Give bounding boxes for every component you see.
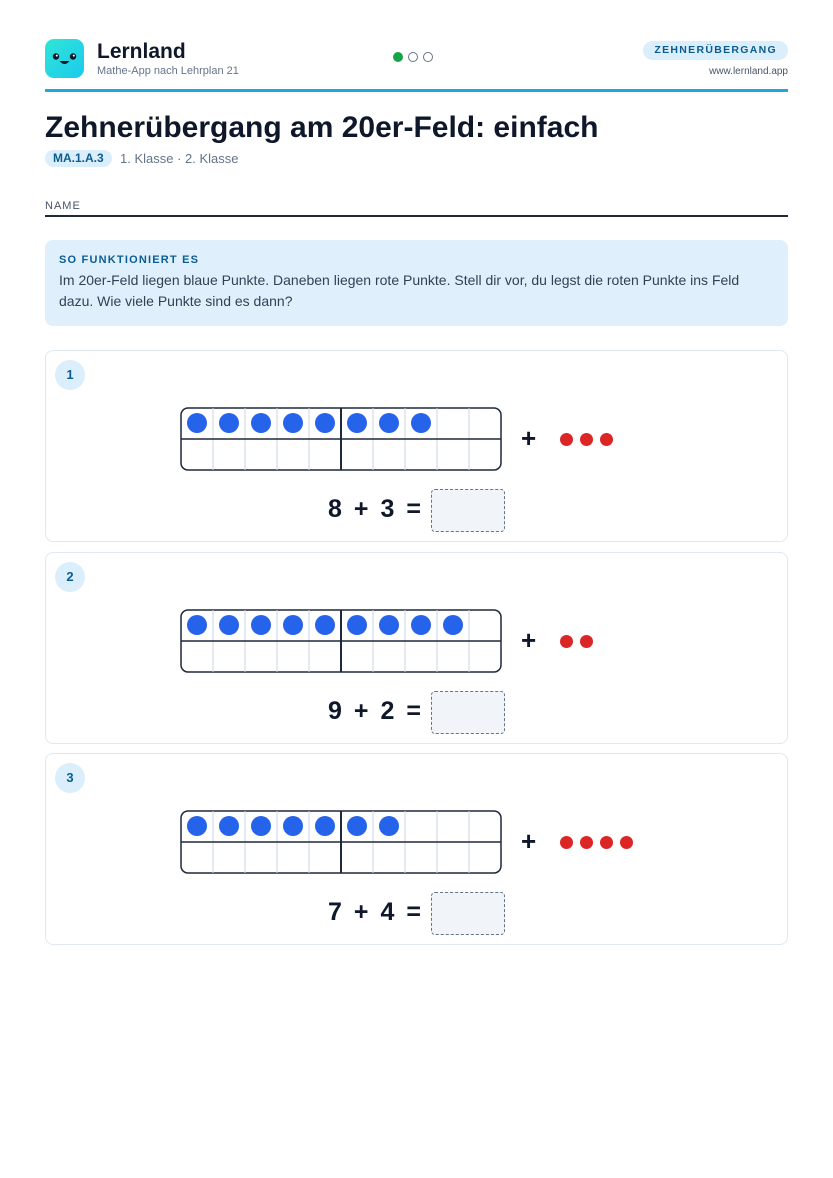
blue-dot <box>251 816 271 836</box>
equation <box>328 897 421 927</box>
plus-sign: + <box>521 625 537 655</box>
red-dot <box>560 836 573 849</box>
header-divider <box>45 89 788 92</box>
blue-dot <box>347 816 367 836</box>
curriculum-code-badge: MA.1.A.3 <box>45 150 112 167</box>
plus-sign: + <box>521 826 537 856</box>
progress-dot-1 <box>393 52 403 62</box>
twenty-field <box>180 407 502 471</box>
progress-dot-2 <box>408 52 418 62</box>
grade-levels: 1. Klasse · 2. Klasse <box>120 151 239 166</box>
page-title: Zehnerübergang am 20er-Feld: einfach <box>45 111 599 144</box>
red-dots <box>560 635 593 648</box>
equation <box>328 494 421 524</box>
blue-dot <box>283 413 303 433</box>
task-number: 3 <box>55 763 85 793</box>
blue-dot <box>315 615 335 635</box>
twenty-field <box>180 609 502 673</box>
task-card <box>45 753 788 945</box>
blue-dot <box>315 413 335 433</box>
brand-name: Lernland <box>97 40 186 63</box>
equals-sign: = <box>406 495 422 523</box>
answer-box[interactable] <box>431 489 505 532</box>
equation-addend-b: 4 <box>380 898 395 926</box>
equation-addend-b: 2 <box>380 697 395 725</box>
red-dots <box>560 433 613 446</box>
blue-dot <box>315 816 335 836</box>
red-dot <box>600 836 613 849</box>
lernland-logo-icon <box>45 39 84 78</box>
blue-dot <box>187 615 207 635</box>
blue-dot <box>187 413 207 433</box>
brand-subtitle: Mathe-App nach Lehrplan 21 <box>97 65 239 77</box>
progress-indicator <box>393 52 433 62</box>
blue-dot <box>379 816 399 836</box>
blue-dot <box>219 413 239 433</box>
name-label: NAME <box>45 200 81 212</box>
answer-box[interactable] <box>431 892 505 935</box>
equation <box>328 696 421 726</box>
red-dot <box>620 836 633 849</box>
website-url[interactable]: www.lernland.app <box>709 66 788 77</box>
red-dot <box>560 635 573 648</box>
equation-addend-a: 7 <box>328 898 342 926</box>
blue-dot <box>187 816 207 836</box>
name-input-line[interactable] <box>45 215 788 217</box>
task-card <box>45 350 788 542</box>
equation-addend-a: 9 <box>328 697 342 725</box>
red-dots <box>560 836 633 849</box>
equals-sign: = <box>406 898 422 926</box>
header <box>45 39 788 91</box>
blue-dot <box>219 615 239 635</box>
blue-dot <box>347 615 367 635</box>
red-dot <box>580 836 593 849</box>
instruction-box <box>45 240 788 326</box>
blue-dot <box>283 816 303 836</box>
equals-sign: = <box>406 697 422 725</box>
plus-sign: + <box>521 423 537 453</box>
blue-dot <box>379 413 399 433</box>
answer-box[interactable] <box>431 691 505 734</box>
blue-dot <box>251 413 271 433</box>
blue-dot <box>443 615 463 635</box>
task-card <box>45 552 788 744</box>
equation-operator: + <box>353 898 369 926</box>
blue-dot <box>379 615 399 635</box>
instruction-text: Im 20er-Feld liegen blaue Punkte. Daneben liegen rote Punkte. Stell dir vor, du legst die roten Punkte ins Feld dazu. Wie viele Punkte sind es dann? <box>59 272 740 309</box>
equation-addend-a: 8 <box>328 495 342 523</box>
red-dot <box>560 433 573 446</box>
blue-dot <box>411 413 431 433</box>
blue-dot <box>219 816 239 836</box>
equation-addend-b: 3 <box>380 495 395 523</box>
task-number: 1 <box>55 360 85 390</box>
twenty-field <box>180 810 502 874</box>
red-dot <box>580 635 593 648</box>
blue-dot <box>283 615 303 635</box>
blue-dot <box>411 615 431 635</box>
progress-dot-3 <box>423 52 433 62</box>
task-number: 2 <box>55 562 85 592</box>
blue-dot <box>251 615 271 635</box>
equation-operator: + <box>353 697 369 725</box>
red-dot <box>600 433 613 446</box>
red-dot <box>580 433 593 446</box>
blue-dot <box>347 413 367 433</box>
equation-operator: + <box>353 495 369 523</box>
topic-badge: ZEHNERÜBERGANG <box>643 41 788 60</box>
instruction-heading: SO FUNKTIONIERT ES <box>59 254 200 266</box>
